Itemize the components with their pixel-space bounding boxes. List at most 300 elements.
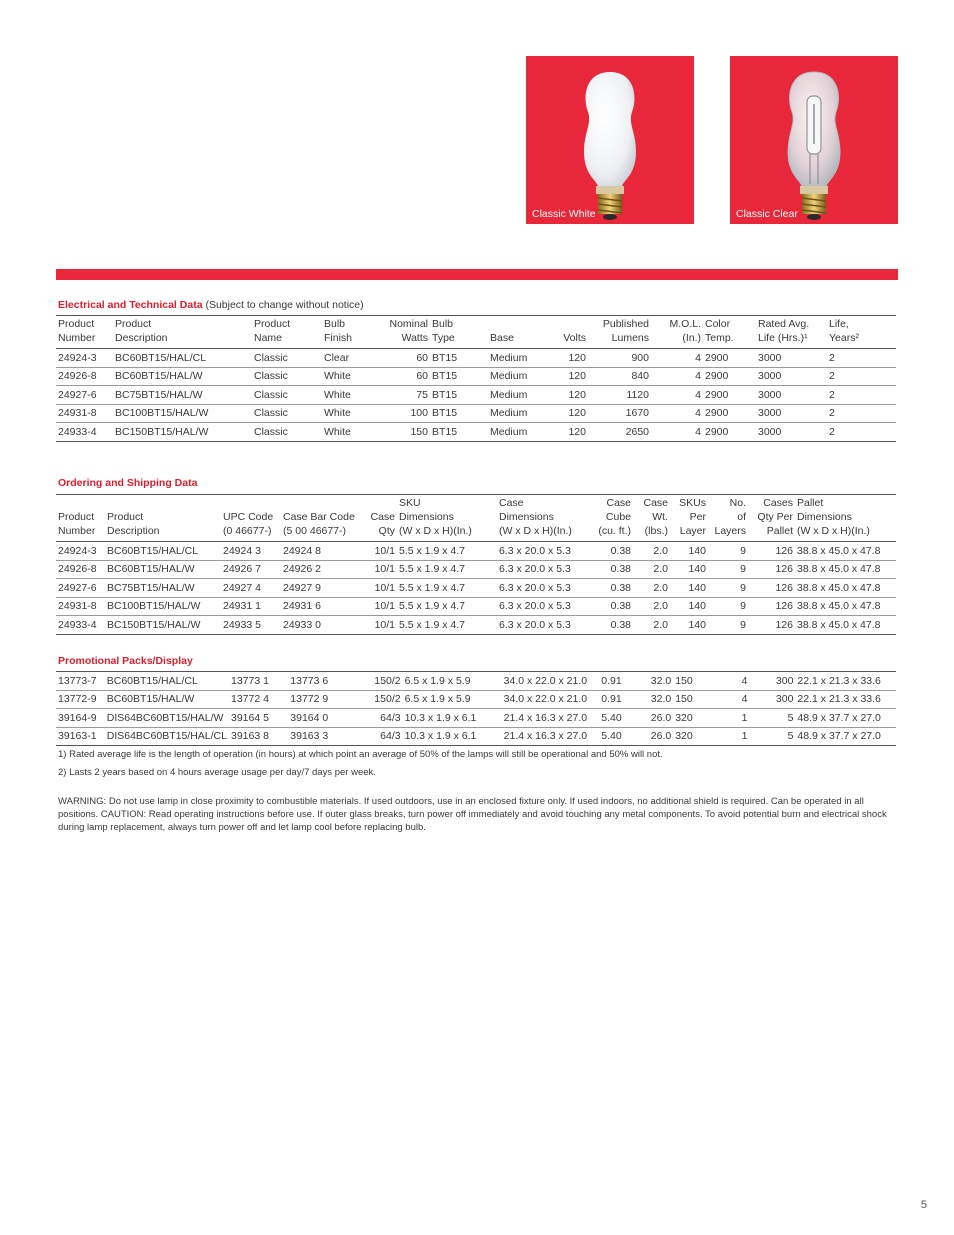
table-cell: Clear [322, 349, 370, 368]
table-cell: 39163-1 [56, 727, 105, 746]
table-cell: 3000 [756, 367, 827, 386]
column-header-line: Qty [378, 525, 395, 537]
table-cell: 5.5 x 1.9 x 4.7 [397, 597, 497, 616]
table-cell: 126 [748, 579, 795, 598]
column-header-line: Layer [679, 525, 706, 537]
table-cell: 5 [749, 727, 795, 746]
table-cell: BT15 [430, 349, 488, 368]
clear-bulb-illustration [730, 56, 898, 224]
table-cell: 4 [651, 423, 703, 442]
column-header-line: Cases [763, 497, 793, 509]
table-cell: Classic [252, 404, 322, 423]
table-cell: 10.3 x 1.9 x 6.1 [403, 727, 502, 746]
table-cell: 24933 0 [281, 616, 361, 635]
table-cell: 2900 [703, 404, 756, 423]
column-header [221, 495, 281, 542]
table-cell: 38.8 x 45.0 x 47.8 [795, 542, 896, 561]
table-cell: BC75BT15/HAL/W [105, 579, 221, 598]
column-header-line: Case Bar Code [283, 511, 355, 523]
warning-label: WARNING: [58, 796, 107, 807]
ordering-table [56, 494, 896, 635]
column-header [56, 495, 105, 542]
table-cell: 64/3 [367, 709, 403, 728]
column-header-line [283, 496, 359, 510]
caution-text: Read operating instructions before use. If outer glass breaks, turn power off immediately and avoid touching any metal components. To avoid potential burn and electrical shock during lamp replacement, always turn power off and let lamp cool before replacing bulb. [58, 809, 887, 833]
table-cell: 13772 9 [288, 690, 367, 709]
table-cell: 13773-7 [56, 672, 105, 691]
table-cell: 34.0 x 22.0 x 21.0 [502, 690, 600, 709]
table-cell: 13772-9 [56, 690, 105, 709]
column-header-line: Qty Per [757, 511, 793, 523]
column-header-line: (W x D x H)(In.) [399, 525, 472, 537]
table-cell: BC60BT15/HAL/W [113, 367, 252, 386]
table-row [56, 616, 896, 635]
table-cell: 24924-3 [56, 349, 113, 368]
column-header-line: Finish [324, 332, 353, 344]
promo-table [56, 671, 896, 746]
column-header-line: Bulb [324, 318, 346, 330]
table-cell: 2900 [703, 367, 756, 386]
white-bulb-illustration [526, 56, 694, 224]
table-row [56, 542, 896, 561]
table-cell: 4 [651, 386, 703, 405]
column-header-line: Description [107, 525, 160, 537]
table-cell: 24926 2 [281, 560, 361, 579]
column-header-line: Case [370, 511, 395, 523]
table-cell: 21.4 x 16.3 x 27.0 [502, 727, 600, 746]
table-cell: 150/2 [367, 690, 403, 709]
table-cell: 24927-6 [56, 386, 113, 405]
table-row [56, 579, 896, 598]
table-row [56, 349, 896, 368]
column-header-line: (5 00 46677-) [283, 525, 347, 537]
column-header-line: M.O.L. [669, 318, 701, 330]
column-header-line: Case [643, 497, 668, 509]
table-cell: 48.9 x 37.7 x 27.0 [795, 709, 896, 728]
column-header [548, 316, 588, 349]
table-cell: 10/1 [361, 579, 397, 598]
table-cell: 3000 [756, 404, 827, 423]
section-divider-bar [56, 269, 898, 280]
table-cell: 24933-4 [56, 423, 113, 442]
column-header-line: (cu. ft.) [598, 525, 631, 537]
table-cell: 140 [670, 560, 708, 579]
table-cell: BC60BT15/HAL/CL [105, 542, 221, 561]
table-cell: 6.3 x 20.0 x 5.3 [497, 616, 595, 635]
table-cell: 1 [711, 709, 750, 728]
column-header-line: Bulb [432, 318, 454, 330]
table-cell: 24933-4 [56, 616, 105, 635]
table-cell: 0.91 [599, 690, 636, 709]
table-cell: 2 [827, 367, 896, 386]
table-cell: DIS64BC60BT15/HAL/W [105, 709, 229, 728]
table-cell: 6.5 x 1.9 x 5.9 [403, 690, 502, 709]
table-row [56, 597, 896, 616]
table-cell: 64/3 [367, 727, 403, 746]
table-cell: Medium [488, 349, 548, 368]
electrical-subtitle: (Subject to change without notice) [205, 299, 364, 311]
table-cell: 2 [827, 349, 896, 368]
column-header [588, 316, 651, 349]
table-cell: 24926-8 [56, 560, 105, 579]
column-header [827, 316, 896, 349]
table-cell: 0.38 [595, 542, 633, 561]
column-header-line: Life, [829, 318, 849, 330]
column-header-line: No. [729, 497, 746, 509]
column-header-line [490, 317, 546, 331]
table-cell: 9 [708, 579, 748, 598]
electrical-section-title [58, 299, 364, 311]
table-cell: 6.3 x 20.0 x 5.3 [497, 560, 595, 579]
table-cell: 5 [749, 709, 795, 728]
table-cell: 26.0 [637, 709, 674, 728]
table-cell: 2.0 [633, 542, 670, 561]
table-cell: 48.9 x 37.7 x 27.0 [795, 727, 896, 746]
table-cell: Classic [252, 349, 322, 368]
page-number: 5 [920, 1199, 927, 1211]
table-cell: 39164-9 [56, 709, 105, 728]
column-header-line: Product [107, 511, 144, 523]
column-header-line: Product [254, 318, 291, 330]
table-cell: 2 [827, 386, 896, 405]
column-header-line: Per [689, 511, 706, 523]
table-row [56, 404, 896, 423]
table-cell: 38.8 x 45.0 x 47.8 [795, 560, 896, 579]
column-header-line: Life (Hrs.)¹ [758, 332, 808, 344]
table-cell: 3000 [756, 349, 827, 368]
column-header [595, 495, 633, 542]
table-cell: Medium [488, 386, 548, 405]
table-cell: 9 [708, 616, 748, 635]
column-header [322, 316, 370, 349]
table-cell: 3000 [756, 423, 827, 442]
classic-clear-photo [730, 56, 898, 224]
column-header [430, 316, 488, 349]
table-cell: 5.5 x 1.9 x 4.7 [397, 616, 497, 635]
column-header-line: Number [58, 525, 96, 537]
footnote-2: 2) Lasts 2 years based on 4 hours average usage per day/7 days per week. [58, 767, 376, 778]
table-cell: 39163 8 [229, 727, 288, 746]
table-cell: 38.8 x 45.0 x 47.8 [795, 616, 896, 635]
table-cell: 0.38 [595, 560, 633, 579]
table-cell: 9 [708, 560, 748, 579]
warning-paragraph [58, 795, 898, 834]
column-header-line: Name [254, 332, 283, 344]
table-cell: White [322, 386, 370, 405]
column-header-line: (W x D x H)(In.) [499, 525, 572, 537]
table-cell: Medium [488, 423, 548, 442]
table-cell: 4 [651, 367, 703, 386]
table-cell: BC75BT15/HAL/W [113, 386, 252, 405]
column-header-line: SKUs [679, 497, 706, 509]
table-cell: 140 [670, 616, 708, 635]
table-cell: 2 [827, 423, 896, 442]
table-cell: 34.0 x 22.0 x 21.0 [502, 672, 600, 691]
table-cell: 0.38 [595, 616, 633, 635]
column-header-line: Layers [714, 525, 746, 537]
table-cell: 32.0 [637, 690, 674, 709]
promo-section-title: Promotional Packs/Display [58, 655, 193, 667]
table-cell: 2.0 [633, 616, 670, 635]
table-header-row [56, 495, 896, 542]
table-row [56, 727, 896, 746]
table-cell: 140 [670, 579, 708, 598]
table-cell: 300 [749, 690, 795, 709]
table-cell: BC60BT15/HAL/W [105, 690, 229, 709]
table-cell: 2.0 [633, 560, 670, 579]
column-header [670, 495, 708, 542]
table-row [56, 560, 896, 579]
table-cell: BC60BT15/HAL/CL [113, 349, 252, 368]
table-cell: 13773 6 [288, 672, 367, 691]
table-cell: 5.5 x 1.9 x 4.7 [397, 579, 497, 598]
table-header-row [56, 316, 896, 349]
table-cell: 24924 8 [281, 542, 361, 561]
table-cell: BC100BT15/HAL/W [105, 597, 221, 616]
table-cell: 2900 [703, 386, 756, 405]
column-header-line: Cube [605, 511, 631, 523]
column-header-line: Pallet [766, 525, 793, 537]
table-cell: 24931 1 [221, 597, 281, 616]
table-cell: 150/2 [367, 672, 403, 691]
column-header-line: Published [602, 318, 649, 330]
column-header-line: (W x D x H)(In.) [797, 525, 870, 537]
table-cell: White [322, 423, 370, 442]
table-cell: 150 [370, 423, 430, 442]
photo-caption: Classic Clear [736, 208, 798, 220]
table-cell: 5.40 [599, 727, 636, 746]
ordering-section-title: Ordering and Shipping Data [58, 477, 198, 489]
column-header-line: Product [115, 318, 152, 330]
table-cell: 13773 1 [229, 672, 288, 691]
column-header-line: (0 46677-) [223, 525, 272, 537]
column-header-line: Dimensions [399, 511, 454, 523]
table-cell: 24927 4 [221, 579, 281, 598]
column-header [56, 316, 113, 349]
table-cell: 4 [711, 690, 750, 709]
column-header [748, 495, 795, 542]
column-header-line: Watts [401, 332, 428, 344]
table-cell: 4 [651, 349, 703, 368]
table-cell: White [322, 404, 370, 423]
column-header-line [107, 496, 219, 510]
table-cell: BC150BT15/HAL/W [105, 616, 221, 635]
column-header [105, 495, 221, 542]
table-cell: 38.8 x 45.0 x 47.8 [795, 597, 896, 616]
table-cell: 39164 0 [288, 709, 367, 728]
column-header-line [550, 317, 586, 331]
footnote-1: 1) Rated average life is the length of operation (in hours) at which point an average of 50% of the lamps will still be operational and 50% will not. [58, 749, 663, 760]
photo-caption: Classic White [532, 208, 596, 220]
table-cell: 320 [673, 709, 710, 728]
table-cell: BT15 [430, 367, 488, 386]
column-header-line: (lbs.) [644, 525, 668, 537]
classic-white-photo [526, 56, 694, 224]
table-cell: 10/1 [361, 560, 397, 579]
column-header-line: Case [606, 497, 631, 509]
column-header-line: UPC Code [223, 511, 274, 523]
column-header [361, 495, 397, 542]
table-cell: 5.40 [599, 709, 636, 728]
table-cell: BT15 [430, 404, 488, 423]
column-header [252, 316, 322, 349]
table-cell: 39164 5 [229, 709, 288, 728]
table-cell: 26.0 [637, 727, 674, 746]
table-cell: 21.4 x 16.3 x 27.0 [502, 709, 600, 728]
column-header-line: Pallet [797, 497, 824, 509]
table-cell: BC150BT15/HAL/W [113, 423, 252, 442]
column-header [497, 495, 595, 542]
table-cell: 4 [651, 404, 703, 423]
column-header-line: Temp. [705, 332, 734, 344]
table-cell: Classic [252, 423, 322, 442]
table-cell: BT15 [430, 386, 488, 405]
table-cell: 4 [711, 672, 750, 691]
table-cell: 24933 5 [221, 616, 281, 635]
table-cell: 6.3 x 20.0 x 5.3 [497, 597, 595, 616]
table-cell: 9 [708, 542, 748, 561]
table-cell: 13772 4 [229, 690, 288, 709]
table-cell: 1 [711, 727, 750, 746]
table-cell: 2650 [588, 423, 651, 442]
table-cell: 126 [748, 560, 795, 579]
table-cell: 24926-8 [56, 367, 113, 386]
column-header-line: Number [58, 332, 96, 344]
column-header-line: Lumens [611, 332, 649, 344]
table-cell: 120 [548, 367, 588, 386]
table-cell: 10/1 [361, 597, 397, 616]
table-cell: 2900 [703, 423, 756, 442]
table-cell: 6.3 x 20.0 x 5.3 [497, 579, 595, 598]
table-cell: 2 [827, 404, 896, 423]
column-header-line [58, 496, 103, 510]
table-cell: BT15 [430, 423, 488, 442]
table-cell: 0.38 [595, 579, 633, 598]
table-cell: 5.5 x 1.9 x 4.7 [397, 542, 497, 561]
column-header [708, 495, 748, 542]
table-cell: 24926 7 [221, 560, 281, 579]
table-row [56, 709, 896, 728]
column-header-line: Description [115, 332, 168, 344]
table-cell: 1670 [588, 404, 651, 423]
table-cell: 24924-3 [56, 542, 105, 561]
table-cell: 0.91 [599, 672, 636, 691]
table-cell: 120 [548, 423, 588, 442]
table-cell: 120 [548, 349, 588, 368]
column-header-line: Years² [829, 332, 859, 344]
column-header-line: Dimensions [499, 511, 554, 523]
column-header-line [223, 496, 279, 510]
column-header-line: Rated Avg. [758, 318, 810, 330]
column-header [113, 316, 252, 349]
table-cell: 75 [370, 386, 430, 405]
table-cell: 840 [588, 367, 651, 386]
table-cell: 9 [708, 597, 748, 616]
table-row [56, 672, 896, 691]
warning-text: Do not use lamp in close proximity to combustible materials. If used outdoors, use in an enclosed fixture only. If used indoors, no additional shield is required. Can be operated in all positions. [58, 796, 864, 820]
electrical-table [56, 315, 896, 442]
table-cell: 24931-8 [56, 597, 105, 616]
table-cell: 10/1 [361, 542, 397, 561]
table-cell: 22.1 x 21.3 x 33.6 [795, 690, 896, 709]
table-cell: 120 [548, 404, 588, 423]
column-header-line: of [737, 511, 746, 523]
table-cell: 10/1 [361, 616, 397, 635]
table-cell: 24931-8 [56, 404, 113, 423]
table-cell: 126 [748, 542, 795, 561]
table-row [56, 367, 896, 386]
table-cell: 24931 6 [281, 597, 361, 616]
table-cell: 5.5 x 1.9 x 4.7 [397, 560, 497, 579]
column-header [756, 316, 827, 349]
table-cell: 126 [748, 616, 795, 635]
column-header [703, 316, 756, 349]
table-cell: BC60BT15/HAL/CL [105, 672, 229, 691]
table-cell: 60 [370, 349, 430, 368]
table-cell: DIS64BC60BT15/HAL/CL [105, 727, 229, 746]
table-cell: Medium [488, 367, 548, 386]
column-header-line: Base [490, 332, 514, 344]
table-cell: BC100BT15/HAL/W [113, 404, 252, 423]
column-header-line: Nominal [389, 318, 428, 330]
table-cell: 0.38 [595, 597, 633, 616]
table-row [56, 386, 896, 405]
column-header-line: Product [58, 511, 95, 523]
column-header [795, 495, 896, 542]
table-cell: 6.5 x 1.9 x 5.9 [403, 672, 502, 691]
table-cell: 140 [670, 597, 708, 616]
column-header-line: Type [432, 332, 455, 344]
column-header-line: SKU [399, 497, 421, 509]
column-header-line: (In.) [682, 332, 701, 344]
column-header-line: Product [58, 318, 95, 330]
electrical-title-text: Electrical and Technical Data [58, 299, 203, 311]
table-cell: 120 [548, 386, 588, 405]
table-cell: White [322, 367, 370, 386]
table-cell: 1120 [588, 386, 651, 405]
table-cell: 320 [673, 727, 710, 746]
column-header-line: Wt. [652, 511, 668, 523]
column-header [633, 495, 670, 542]
table-cell: BC60BT15/HAL/W [105, 560, 221, 579]
column-header [370, 316, 430, 349]
column-header [488, 316, 548, 349]
table-cell: 6.3 x 20.0 x 5.3 [497, 542, 595, 561]
table-cell: 32.0 [637, 672, 674, 691]
table-row [56, 423, 896, 442]
table-cell: 150 [673, 672, 710, 691]
table-cell: 900 [588, 349, 651, 368]
table-cell: 24924 3 [221, 542, 281, 561]
column-header [397, 495, 497, 542]
table-cell: 2900 [703, 349, 756, 368]
column-header [651, 316, 703, 349]
table-cell: 2.0 [633, 597, 670, 616]
table-cell: 24927-6 [56, 579, 105, 598]
table-cell: 126 [748, 597, 795, 616]
table-cell: Classic [252, 367, 322, 386]
table-cell: 39163 3 [288, 727, 367, 746]
table-cell: Medium [488, 404, 548, 423]
table-cell: 2.0 [633, 579, 670, 598]
table-cell: 100 [370, 404, 430, 423]
caution-label: CAUTION: [100, 809, 147, 820]
table-cell: 150 [673, 690, 710, 709]
column-header-line [363, 496, 395, 510]
table-cell: 38.8 x 45.0 x 47.8 [795, 579, 896, 598]
column-header [281, 495, 361, 542]
table-cell: Classic [252, 386, 322, 405]
